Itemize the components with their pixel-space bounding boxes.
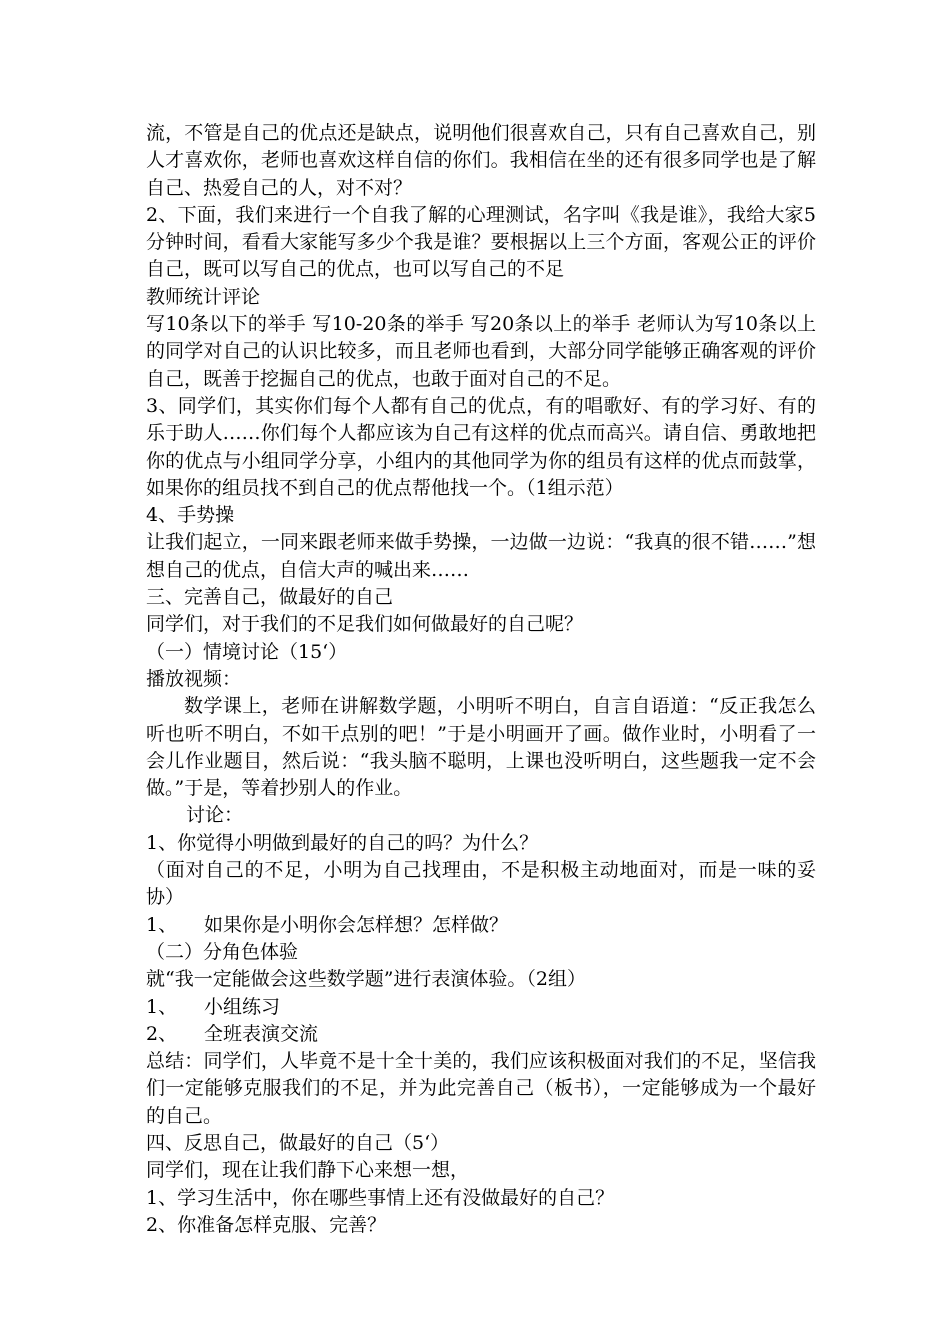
paragraph-discussion-answer: （面对自己的不足，小明为自己找理由，不是积极主动地面对，而是一味的妥协） bbox=[146, 859, 816, 909]
paragraph-discussion-label: 讨论： bbox=[186, 804, 244, 827]
paragraph-role-play: 就“我一定能做会这些数学题”进行表演体验。（2组） bbox=[146, 968, 587, 991]
list-number: 1、 bbox=[146, 995, 178, 1018]
paragraph-play-video: 播放视频： bbox=[146, 667, 242, 690]
paragraph-reflect-q2: 2、你准备怎样克服、完善？ bbox=[146, 1213, 387, 1236]
list-number: 1、 bbox=[146, 913, 178, 936]
paragraph-story: 数学课上，老师在讲解数学题，小明听不明白，自言自语道：“反正我怎么听也听不明白，不如干点别的吧！”于是小明画开了画。做作业时，小明看了一会儿作业题目，然后说：“我头脑不聪明，上课也没听明白，这些题我一定不会做。”于是，等着抄别人的作业。 bbox=[146, 695, 816, 800]
list-text: 如果你是小明你会怎样想？怎样做？ bbox=[204, 913, 509, 936]
paragraph-intro-continued: 流，不管是自己的优点还是缺点，说明他们很喜欢自己，只有自己喜欢自己，别人才喜欢你，老师也喜欢这样自信的你们。我相信在坐的还有很多同学也是了解自己、热爱自己的人，对不对？ bbox=[146, 122, 816, 199]
section-heading-3: 三、完善自己，做最好的自己 bbox=[146, 586, 394, 609]
paragraph-discussion-q1: 1、你觉得小明做到最好的自己的吗？为什么？ bbox=[146, 831, 539, 854]
section-heading-4: 四、反思自己，做最好的自己（5‘） bbox=[146, 1131, 450, 1154]
paragraph-step-4: 4、手势操 bbox=[146, 504, 235, 527]
paragraph-summary: 总结：同学们，人毕竟不是十全十美的，我们应该积极面对我们的不足，坚信我们一定能够克服我们的不足，并为此完善自己（板书），一定能够成为一个最好的自己。 bbox=[146, 1050, 816, 1127]
paragraph-reflect-q1: 1、学习生活中，你在哪些事情上还有没做最好的自己？ bbox=[146, 1186, 615, 1209]
subsection-heading-2: （二）分角色体验 bbox=[146, 940, 299, 963]
paragraph-reflect-intro: 同学们，现在让我们静下心来想一想， bbox=[146, 1159, 470, 1182]
paragraph-teacher-comment-heading: 教师统计评论 bbox=[146, 285, 261, 308]
document-page bbox=[146, 120, 816, 1239]
subsection-heading-1: （一）情境讨论（15‘） bbox=[146, 640, 348, 663]
paragraph-step-3: 3、同学们，其实你们每个人都有自己的优点，有的唱歌好、有的学习好、有的乐于助人……你们每个人都应该为自己有这样的优点而高兴。请自信、勇敢地把你的优点与小组同学分享，小组内的其他同学为你的组员有这样的优点而鼓掌，如果你的组员找不到自己的优点帮他找一个。（1组示范） bbox=[146, 394, 816, 499]
paragraph-raise-hands: 写10条以下的举手 写10-20条的举手 写20条以上的举手 老师认为写10条以上的同学对自己的认识比较多，而且老师也看到，大部分同学能够正确客观的评价自己，既善于挖掘自己的优点，也敢于面对自己的不足。 bbox=[146, 313, 816, 390]
list-text: 小组练习 bbox=[204, 995, 281, 1018]
paragraph-question: 同学们，对于我们的不足我们如何做最好的自己呢？ bbox=[146, 613, 584, 636]
list-item bbox=[146, 994, 816, 1021]
list-item bbox=[146, 1021, 816, 1048]
paragraph-step-2: 2、下面，我们来进行一个自我了解的心理测试，名字叫《我是谁》，我给大家5分钟时间，看看大家能写多少个我是谁？要根据以上三个方面，客观公正的评价自己，既可以写自己的优点，也可以写自己的不足 bbox=[146, 203, 816, 281]
list-item bbox=[146, 912, 816, 939]
list-text: 全班表演交流 bbox=[204, 1022, 319, 1045]
list-number: 2、 bbox=[146, 1022, 178, 1045]
paragraph-gesture-exercise: 让我们起立，一同来跟老师来做手势操，一边做一边说：“我真的很不错……”想想自己的优点，自信大声的喊出来…… bbox=[146, 531, 816, 581]
